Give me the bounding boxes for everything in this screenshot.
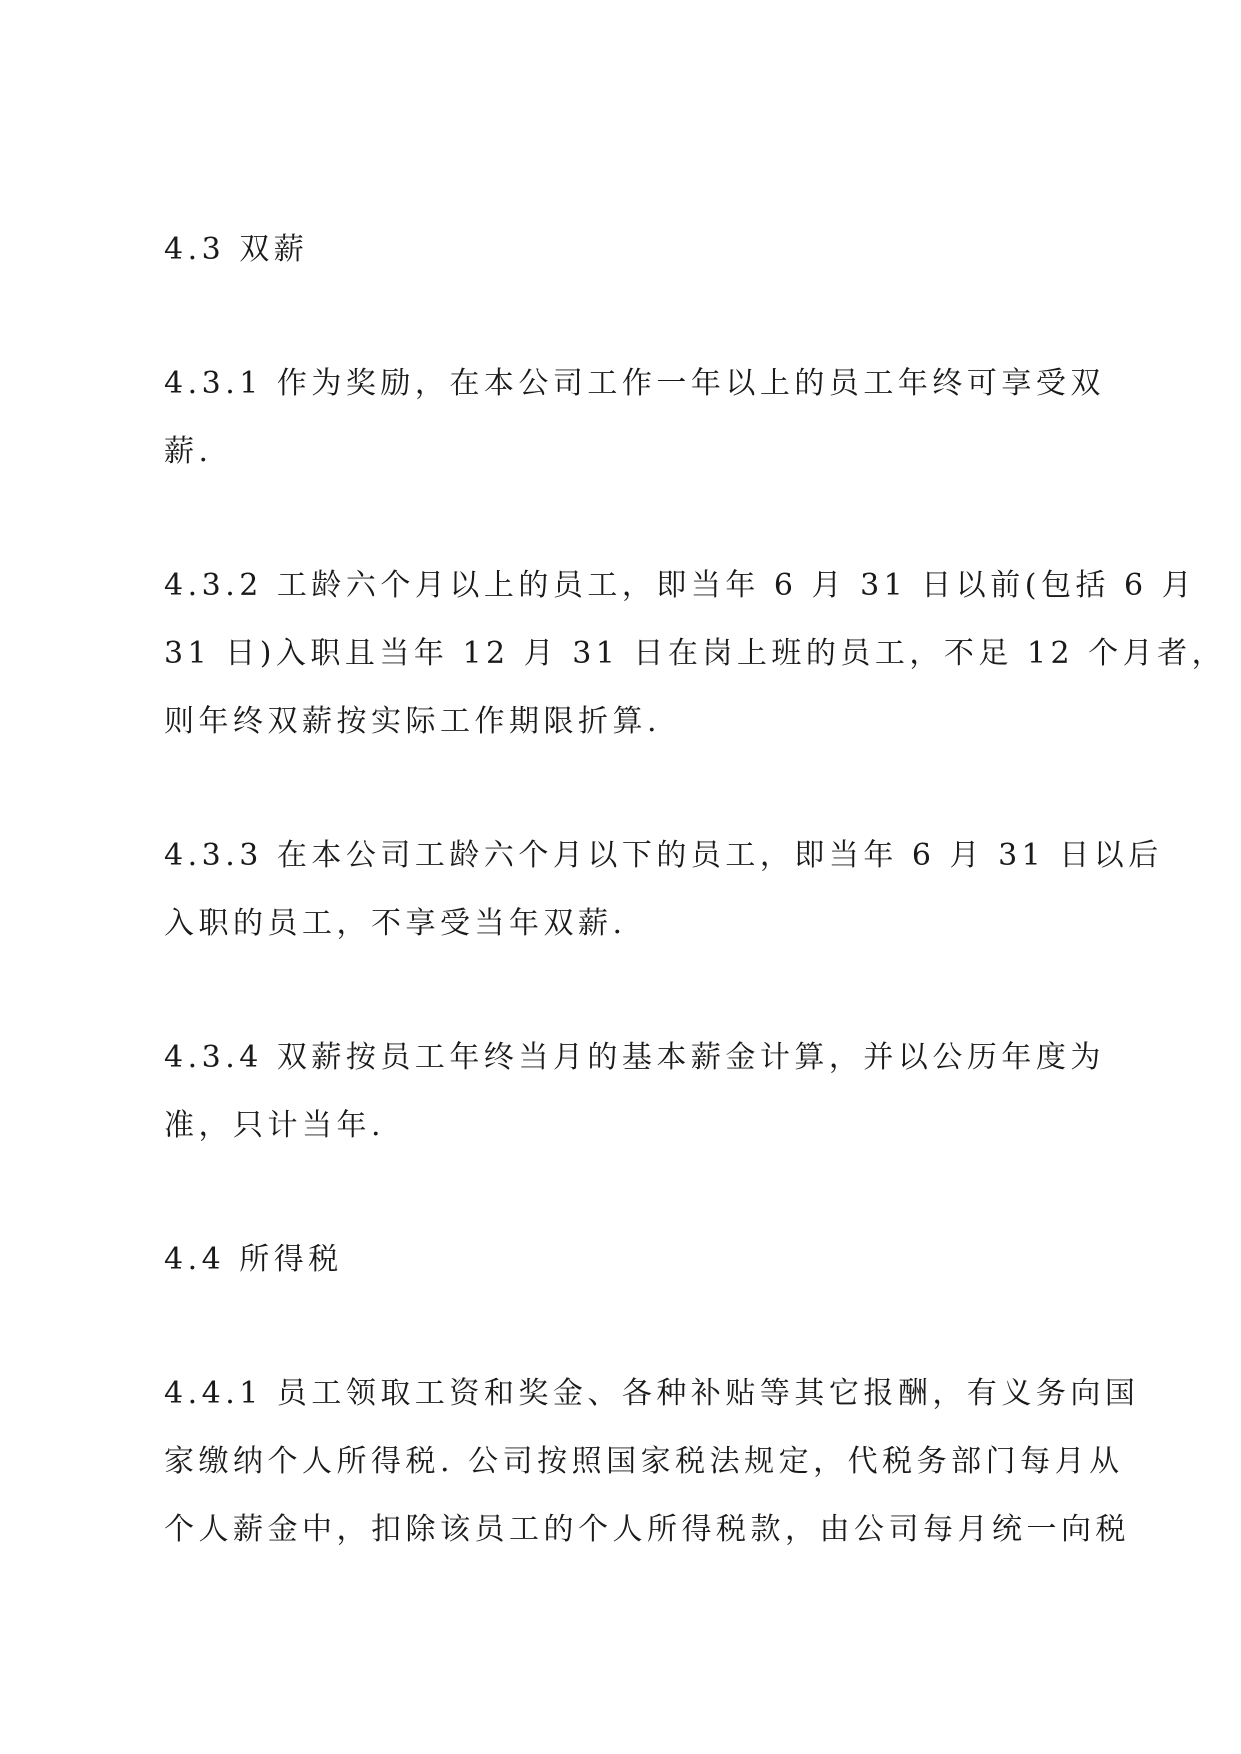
paragraph-4-4-1-line-2: 家缴纳个人所得税. 公司按照国家税法规定，代税务部门每月从	[164, 1444, 1124, 1479]
paragraph-4-4-1-line-3: 个人薪金中，扣除该员工的个人所得税款，由公司每月统一向税	[164, 1512, 1130, 1547]
paragraph-4-3-4-line-2: 准，只计当年.	[164, 1108, 386, 1143]
paragraph-4-3-2-line-1: 4.3.2 工龄六个月以上的员工，即当年 6 月 31 日以前(包括 6 月	[164, 568, 1197, 603]
paragraph-4-3-2-line-3: 则年终双薪按实际工作期限折算.	[164, 704, 662, 739]
section-heading-4-4: 4.4 所得税	[164, 1242, 343, 1277]
paragraph-4-3-2-line-2: 31 日)入职且当年 12 月 31 日在岗上班的员工，不足 12 个月者，	[164, 636, 1227, 671]
section-heading-4-3: 4.3 双薪	[164, 232, 309, 267]
paragraph-4-3-3-line-2: 入职的员工，不享受当年双薪.	[164, 906, 627, 941]
paragraph-4-4-1-line-1: 4.4.1 员工领取工资和奖金、各种补贴等其它报酬，有义务向国	[164, 1376, 1140, 1411]
paragraph-4-3-3-line-1: 4.3.3 在本公司工龄六个月以下的员工，即当年 6 月 31 日以后	[164, 838, 1163, 873]
paragraph-4-3-1-line-1: 4.3.1 作为奖励，在本公司工作一年以上的员工年终可享受双	[164, 366, 1105, 401]
paragraph-4-3-1-line-2: 薪.	[164, 434, 213, 469]
paragraph-4-3-4-line-1: 4.3.4 双薪按员工年终当月的基本薪金计算，并以公历年度为	[164, 1040, 1105, 1075]
